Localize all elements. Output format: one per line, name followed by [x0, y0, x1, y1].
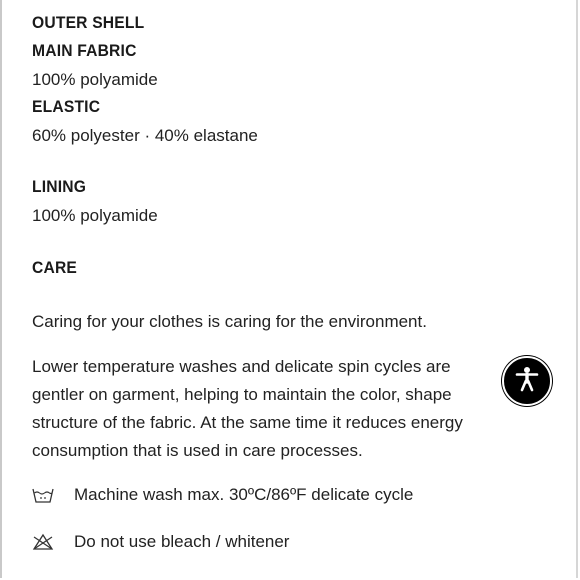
care-instruction-bleach	[32, 532, 289, 552]
wash-tub-icon	[32, 486, 54, 504]
main-fabric-heading: MAIN FABRIC	[32, 41, 137, 60]
bleach-instruction-text: Do not use bleach / whitener	[74, 532, 290, 551]
care-paragraph	[32, 353, 532, 465]
elastic-value: 60% polyester · 40% elastane	[32, 126, 258, 145]
care-heading: CARE	[32, 258, 78, 277]
no-bleach-icon	[32, 533, 54, 551]
elastic-heading: ELASTIC	[32, 97, 101, 116]
care-intro: Caring for your clothes is caring for the environment.	[32, 312, 427, 331]
accessibility-person-icon	[512, 364, 542, 399]
lining-value: 100% polyamide	[32, 206, 158, 225]
care-paragraph-line: consumption that is used in care processes.	[32, 441, 363, 460]
care-instruction-wash	[32, 485, 413, 505]
accessibility-button[interactable]	[502, 356, 552, 406]
outer-shell-heading: OUTER SHELL	[32, 13, 145, 32]
lining-heading: LINING	[32, 177, 87, 196]
care-paragraph-line: gentler on garment, helping to maintain the color, shape	[32, 385, 452, 404]
wash-instruction-text: Machine wash max. 30ºC/86ºF delicate cycle	[74, 485, 414, 504]
care-paragraph-line: Lower temperature washes and delicate spin cycles are	[32, 357, 451, 376]
main-fabric-value: 100% polyamide	[32, 70, 158, 89]
care-paragraph-line: structure of the fabric. At the same time it reduces energy	[32, 413, 463, 432]
